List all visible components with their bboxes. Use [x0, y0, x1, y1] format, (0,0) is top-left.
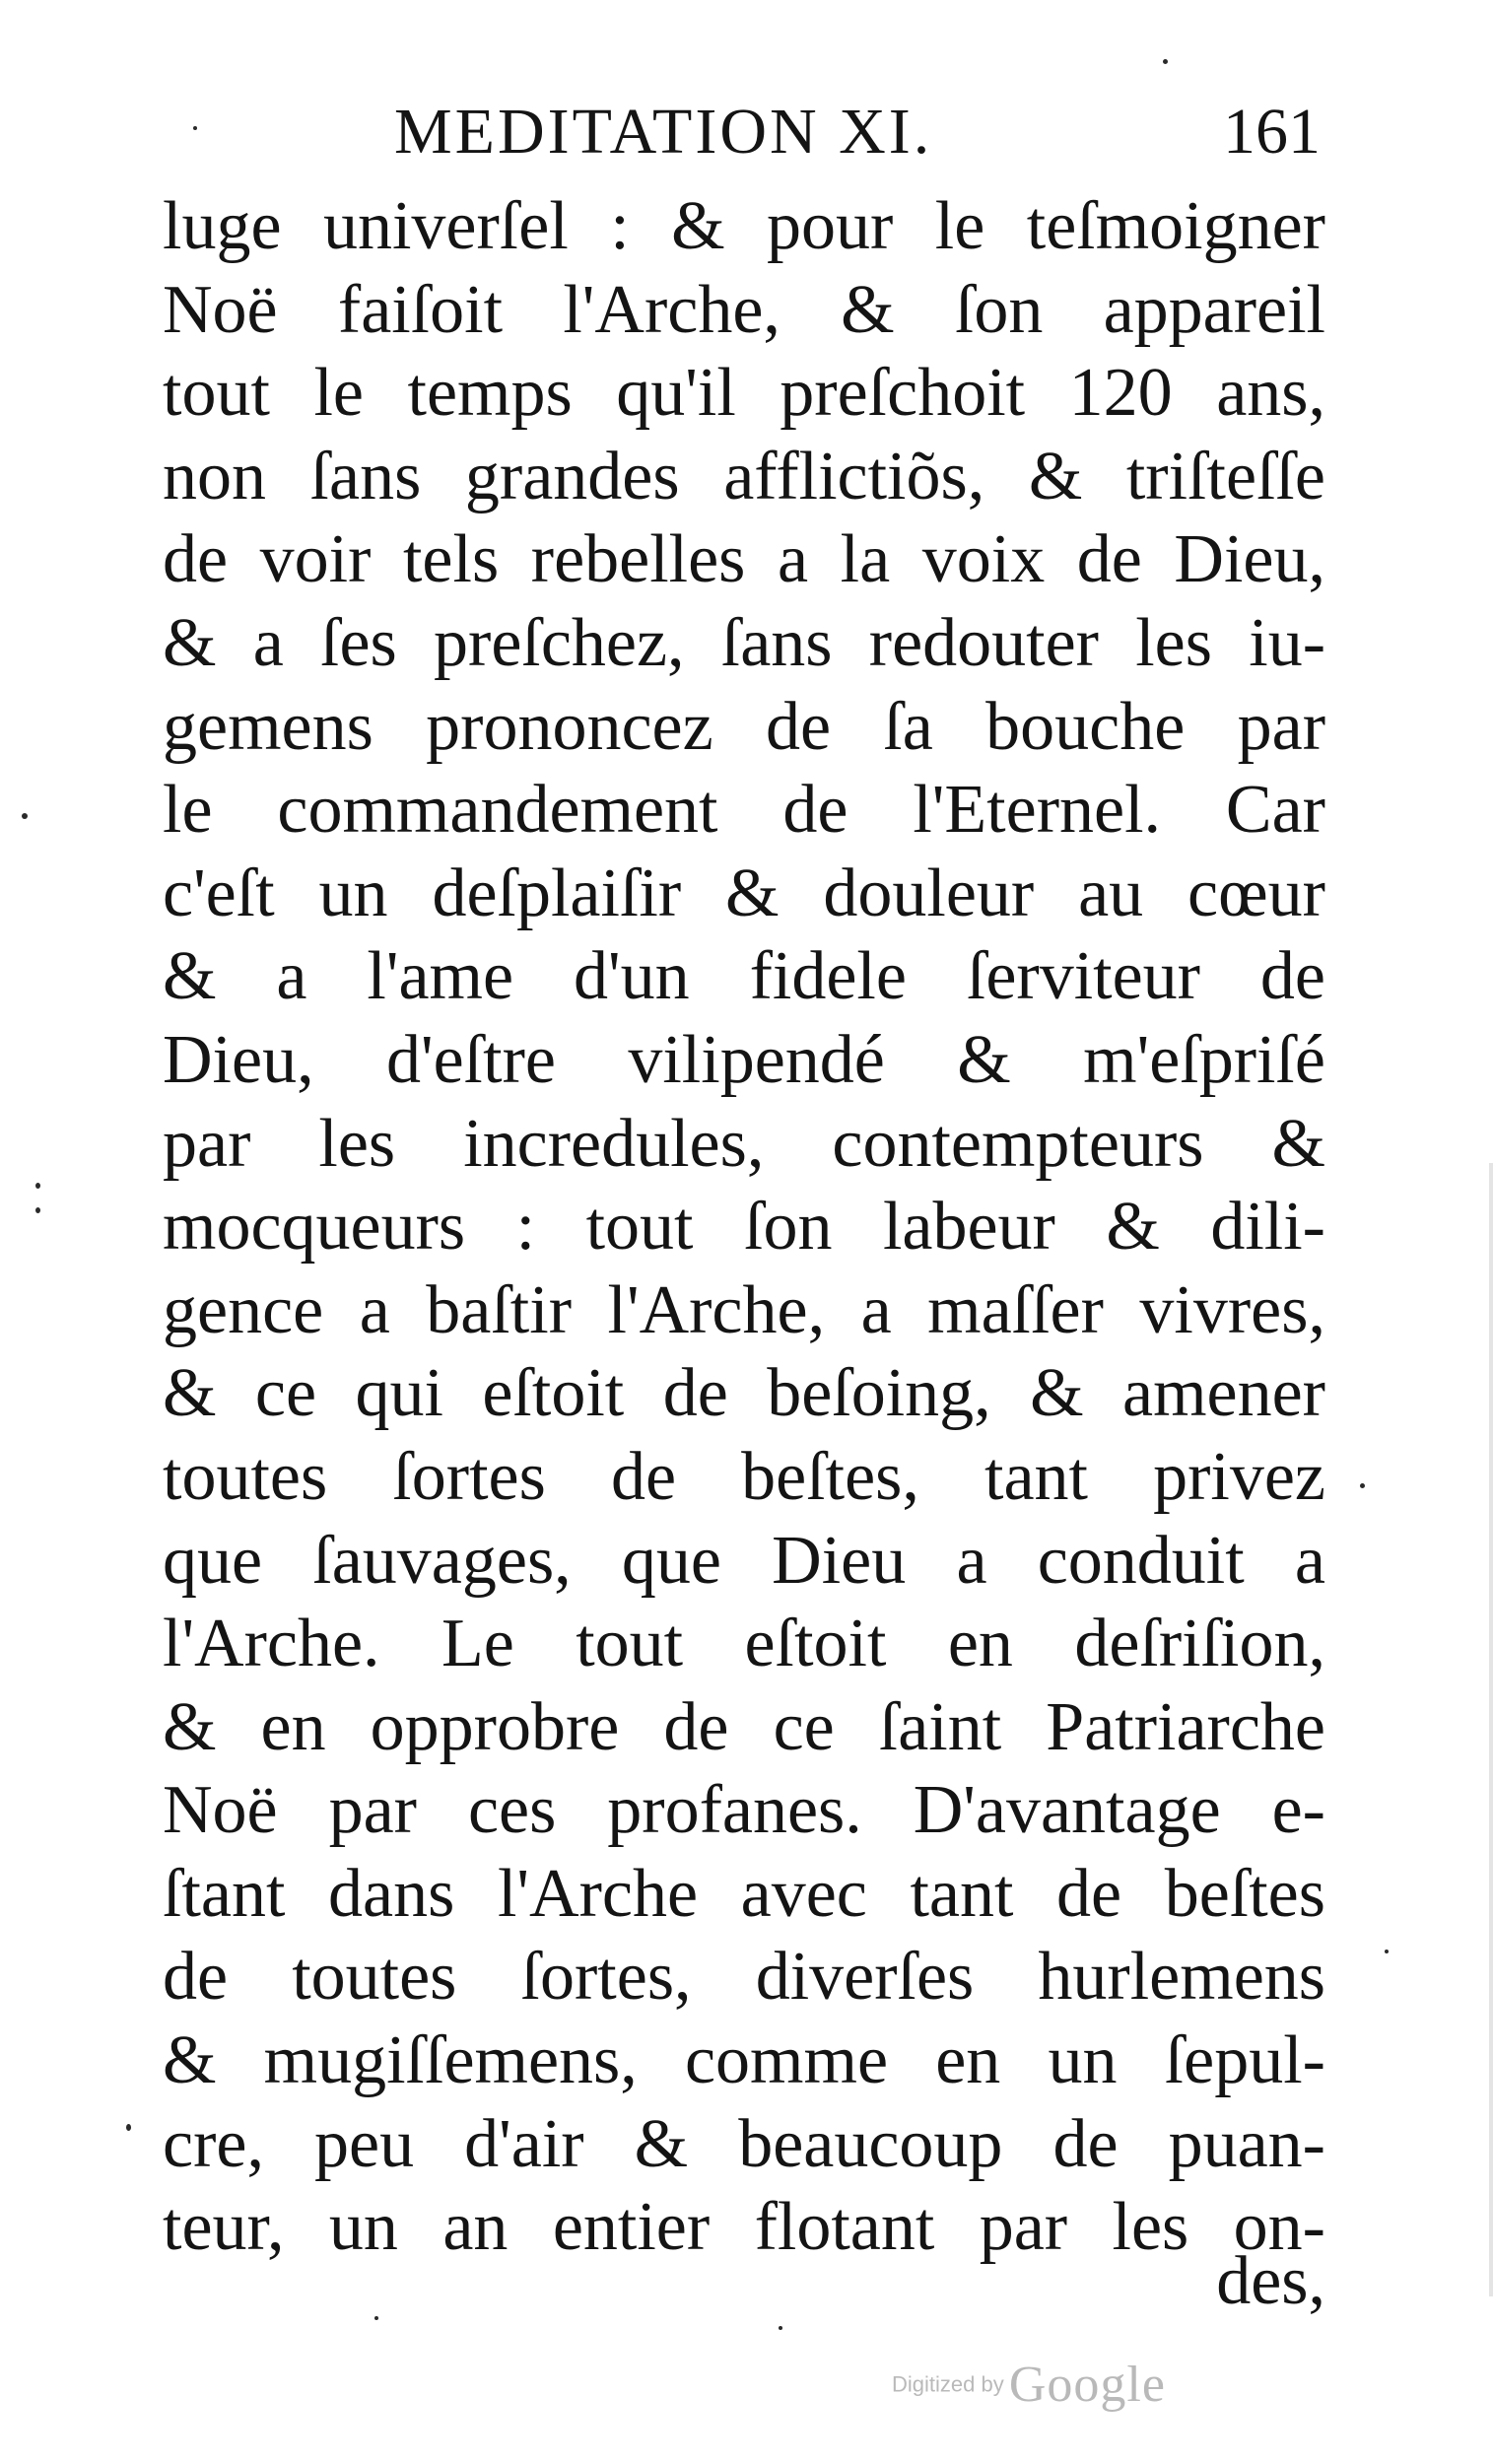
text-line: ſtant dans l'Arche avec tant de beſtes — [163, 1855, 1325, 1932]
scan-speck — [193, 126, 197, 130]
page-number: 161 — [1223, 96, 1321, 168]
text-line: cre, peu d'air & beaucoup de puan- — [163, 2105, 1325, 2182]
scan-speck — [1360, 1483, 1365, 1488]
catchword: des, — [1216, 2243, 1325, 2319]
scan-speck — [779, 2326, 782, 2330]
google-logo: Google — [1008, 2357, 1166, 2413]
text-line: mocqueurs : tout ſon labeur & dili- — [163, 1189, 1325, 1266]
scan-speck — [1163, 59, 1168, 64]
text-line: Noë par ces profanes. D'avantage e- — [163, 1772, 1325, 1849]
text-line: de toutes ſortes, diverſes hurlemens — [163, 1939, 1325, 2016]
body-text — [163, 185, 1325, 2270]
text-line: que ſauvages, que Dieu a conduit a — [163, 1522, 1325, 1599]
text-line: c'eſt un deſplaiſir & douleur au cœur — [163, 855, 1325, 931]
scan-speck — [22, 813, 28, 819]
text-line: Dieu, d'eſtre vilipendé & m'eſpriſé — [163, 1021, 1325, 1098]
text-line: gemens prononcez de ſa bouche par — [163, 688, 1325, 765]
text-line: tout le temps qu'il preſchoit 120 ans, — [163, 355, 1325, 432]
text-line: teur, un an entier flotant par les on- — [163, 2189, 1325, 2266]
text-line: luge univerſel : & pour le teſmoigner — [163, 188, 1325, 264]
text-line: par les incredules, contempteurs & — [163, 1105, 1325, 1182]
scan-speck — [374, 2316, 378, 2320]
text-line: & a ſes preſchez, ſans redouter les iu- — [163, 604, 1325, 681]
page-edge-shadow — [1489, 1163, 1493, 2296]
text-line: & a l'ame d'un fidele ſerviteur de — [163, 938, 1325, 1015]
watermark-prefix: Digitized by — [892, 2371, 1004, 2397]
text-line: l'Arche. Le tout eſtoit en deſriſion, — [163, 1606, 1325, 1682]
text-line: gence a baſtir l'Arche, a maſſer vivres, — [163, 1271, 1325, 1348]
digitized-watermark — [892, 2356, 1166, 2414]
text-line: de voir tels rebelles a la voix de Dieu, — [163, 521, 1325, 598]
text-line: non ſans grandes afflictiõs, & triſteſſe — [163, 438, 1325, 514]
scan-speck — [1385, 1950, 1389, 1953]
text-line: toutes ſortes de beſtes, tant privez — [163, 1438, 1325, 1515]
text-line: & ce qui eſtoit de beſoing, & amener — [163, 1355, 1325, 1432]
scan-speck — [126, 2124, 131, 2131]
running-head — [168, 95, 1321, 183]
scan-speck — [35, 1183, 40, 1189]
text-line: & en opprobre de ce ſaint Patriarche — [163, 1688, 1325, 1765]
text-line: & mugiſſemens, comme en un ſepul- — [163, 2022, 1325, 2099]
scan-speck — [35, 1207, 40, 1213]
running-title: MEDITATION XI. — [394, 96, 933, 168]
text-line: Noë faiſoit l'Arche, & ſon appareil — [163, 271, 1325, 348]
text-line: le commandement de l'Eternel. Car — [163, 772, 1325, 849]
